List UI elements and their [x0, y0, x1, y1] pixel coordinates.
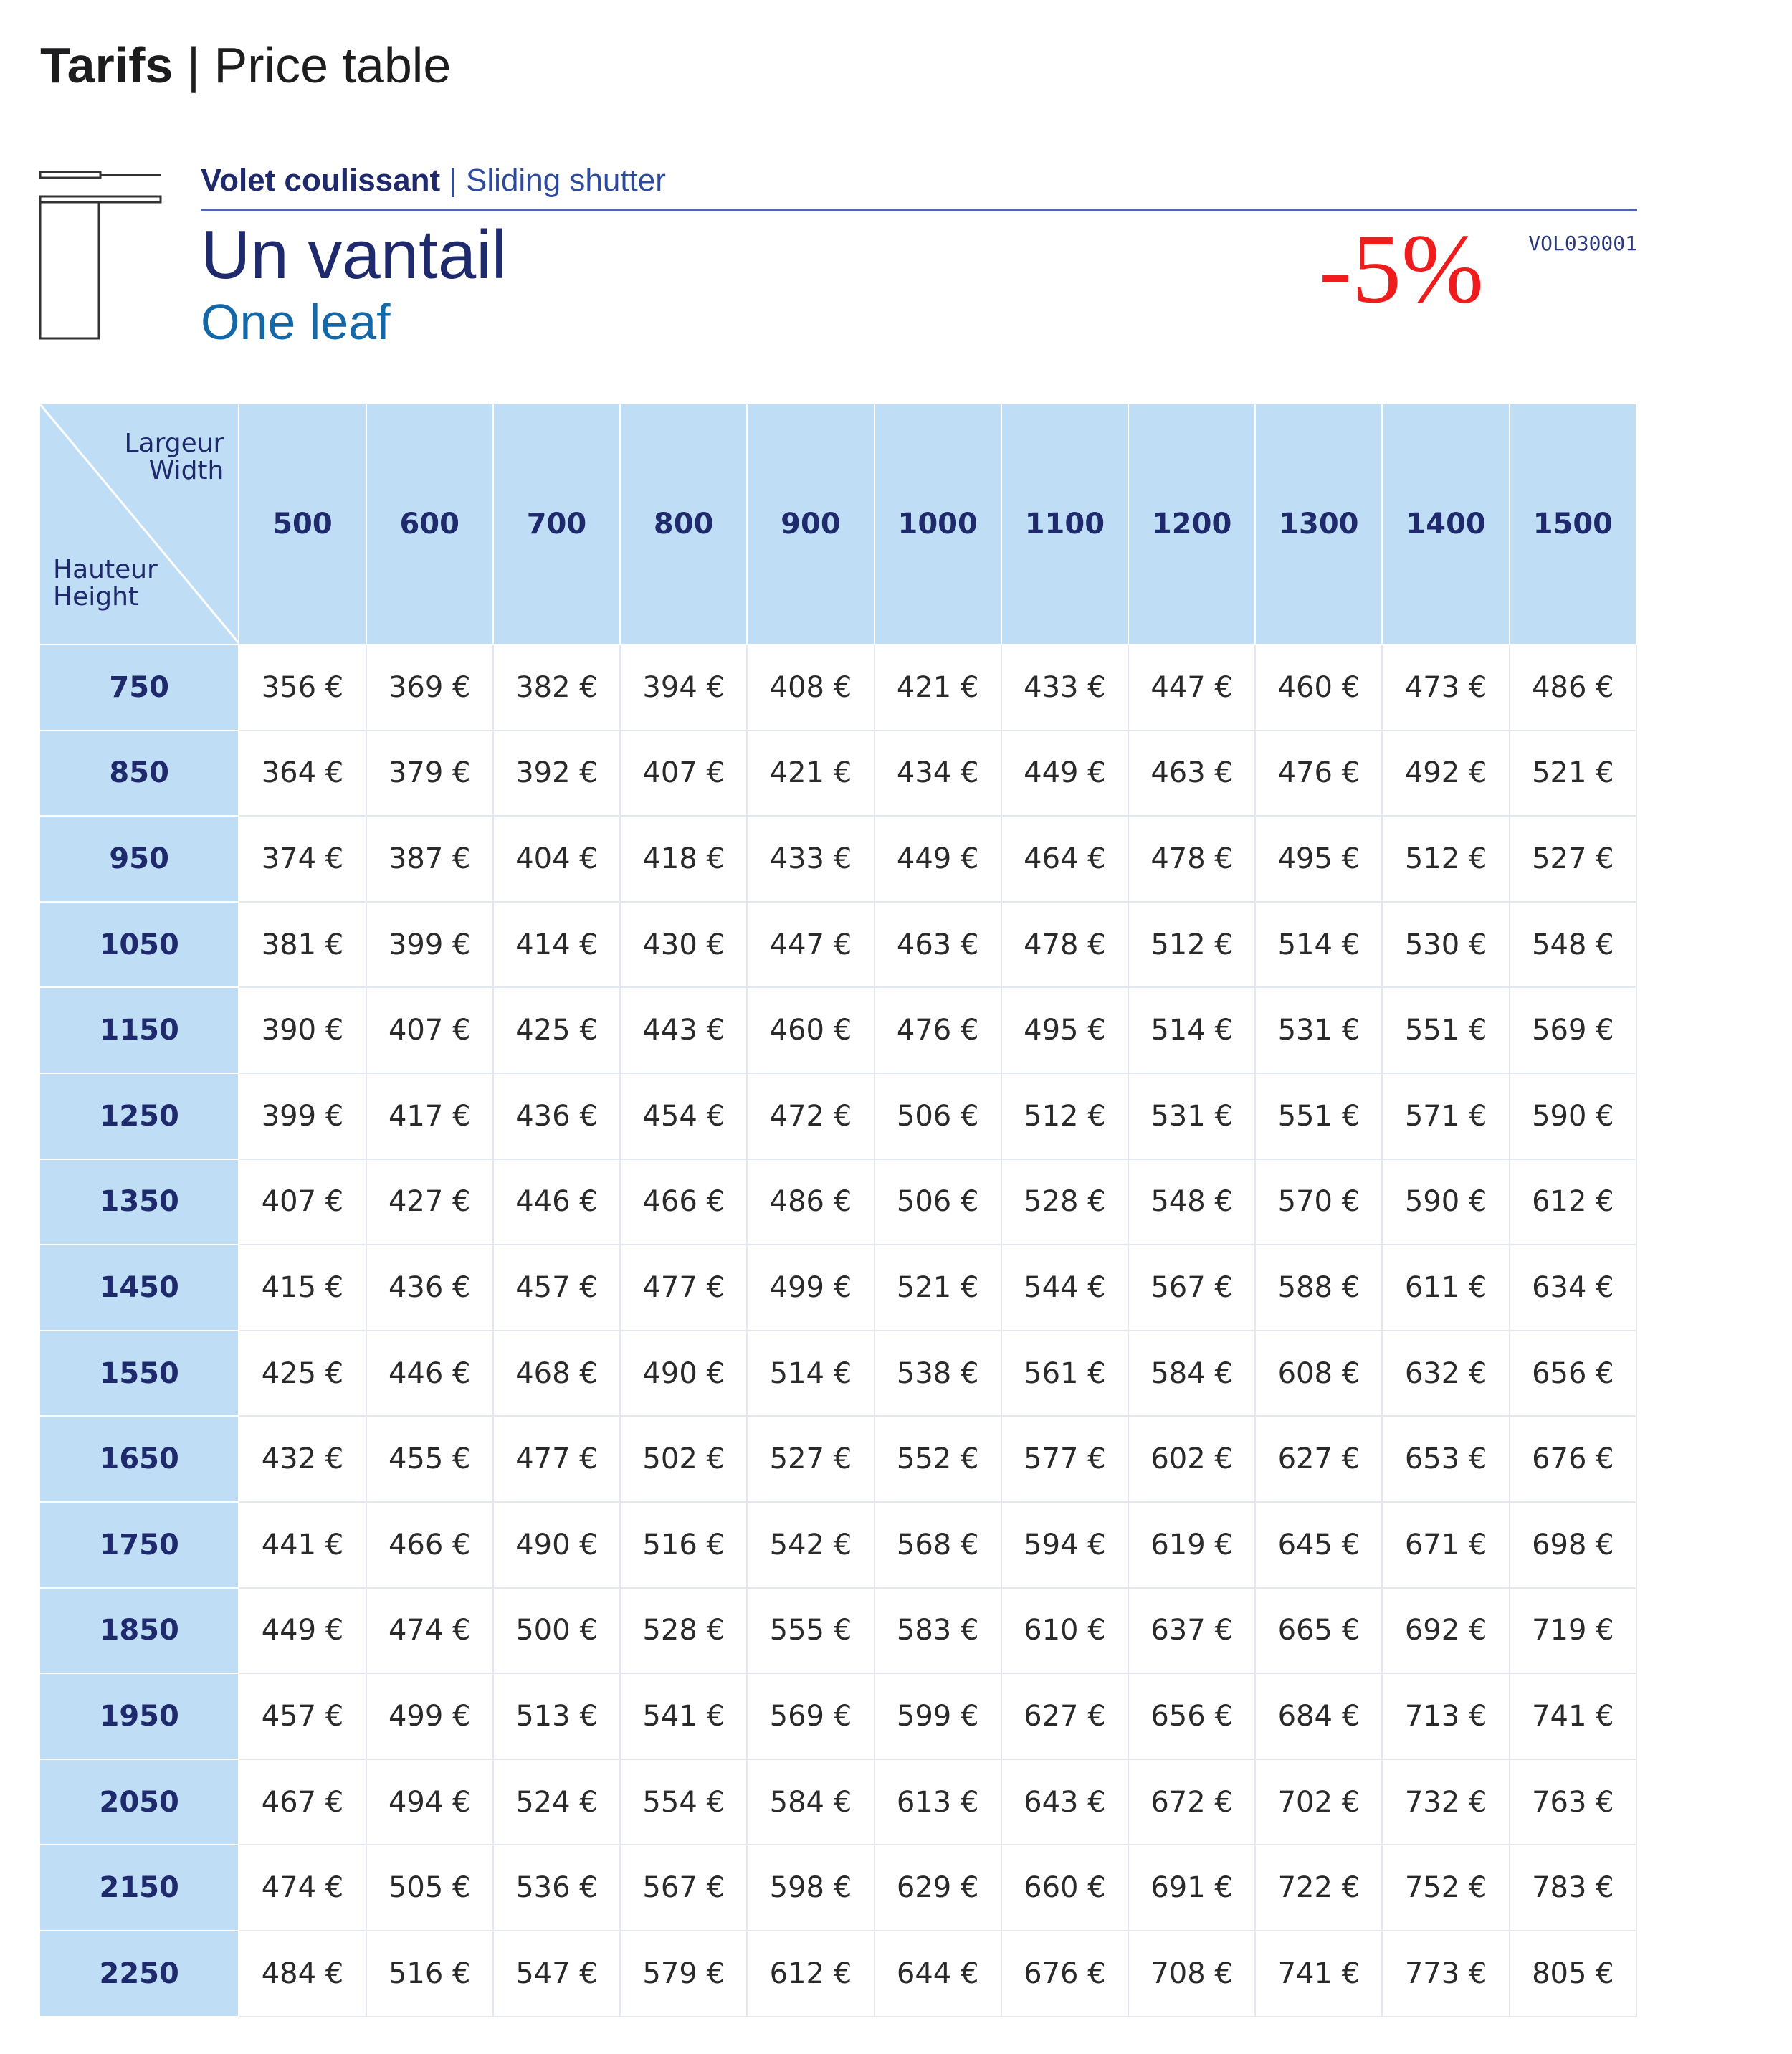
price-cell: 634 € — [1510, 1245, 1636, 1331]
page-title-en: Price table — [214, 37, 452, 93]
price-cell: 602 € — [1128, 1416, 1255, 1502]
price-cell: 486 € — [747, 1159, 874, 1245]
price-cell: 369 € — [366, 645, 493, 731]
price-cell: 490 € — [493, 1502, 620, 1588]
price-cell: 379 € — [366, 731, 493, 817]
price-cell: 528 € — [620, 1588, 747, 1674]
price-cell: 599 € — [874, 1673, 1001, 1759]
table-body — [39, 645, 1636, 2017]
price-cell: 656 € — [1510, 1331, 1636, 1417]
price-cell: 567 € — [620, 1845, 747, 1931]
price-cell: 643 € — [1001, 1759, 1128, 1845]
price-cell: 671 € — [1382, 1502, 1509, 1588]
width-header-cell: 1500 — [1510, 404, 1636, 645]
price-cell: 627 € — [1001, 1673, 1128, 1759]
price-cell: 632 € — [1382, 1331, 1509, 1417]
price-cell: 569 € — [1510, 987, 1636, 1073]
header-row — [39, 404, 1636, 645]
height-header-cell: 2050 — [39, 1759, 239, 1845]
reference-code: VOL030001 — [1528, 232, 1637, 255]
product-name-en: One leaf — [201, 294, 391, 350]
price-cell: 516 € — [620, 1502, 747, 1588]
price-cell: 598 € — [747, 1845, 874, 1931]
price-cell: 719 € — [1510, 1588, 1636, 1674]
price-cell: 676 € — [1001, 1931, 1128, 2017]
height-header-cell: 1350 — [39, 1159, 239, 1245]
price-cell: 457 € — [493, 1245, 620, 1331]
width-header-cell: 1100 — [1001, 404, 1128, 645]
table-row — [39, 1759, 1636, 1845]
price-cell: 407 € — [239, 1159, 366, 1245]
price-cell: 544 € — [1001, 1245, 1128, 1331]
price-cell: 441 € — [239, 1502, 366, 1588]
price-cell: 506 € — [874, 1159, 1001, 1245]
price-cell: 561 € — [1001, 1331, 1128, 1417]
price-cell: 594 € — [1001, 1502, 1128, 1588]
price-cell: 492 € — [1382, 731, 1509, 817]
width-header-cell: 900 — [747, 404, 874, 645]
width-header-cell: 800 — [620, 404, 747, 645]
price-cell: 499 € — [366, 1673, 493, 1759]
price-cell: 417 € — [366, 1073, 493, 1159]
price-cell: 568 € — [874, 1502, 1001, 1588]
price-cell: 656 € — [1128, 1673, 1255, 1759]
price-cell: 449 € — [239, 1588, 366, 1674]
width-header-cell: 500 — [239, 404, 366, 645]
price-cell: 612 € — [747, 1931, 874, 2017]
height-header-cell: 1150 — [39, 987, 239, 1073]
table-row — [39, 645, 1636, 731]
price-cell: 514 € — [747, 1331, 874, 1417]
table-row — [39, 731, 1636, 817]
price-cell: 527 € — [747, 1416, 874, 1502]
price-cell: 552 € — [874, 1416, 1001, 1502]
price-cell: 528 € — [1001, 1159, 1128, 1245]
price-cell: 684 € — [1255, 1673, 1382, 1759]
price-cell: 692 € — [1382, 1588, 1509, 1674]
height-label-fr: Hauteur — [53, 555, 158, 584]
price-cell: 477 € — [620, 1245, 747, 1331]
price-cell: 708 € — [1128, 1931, 1255, 2017]
price-cell: 464 € — [1001, 816, 1128, 902]
price-cell: 612 € — [1510, 1159, 1636, 1245]
table-row — [39, 816, 1636, 902]
price-cell: 381 € — [239, 902, 366, 988]
height-header-cell: 1950 — [39, 1673, 239, 1759]
price-cell: 447 € — [747, 902, 874, 988]
price-cell: 476 € — [1255, 731, 1382, 817]
price-cell: 499 € — [747, 1245, 874, 1331]
price-cell: 506 € — [874, 1073, 1001, 1159]
discount-badge: -5% — [1319, 214, 1484, 323]
price-cell: 569 € — [747, 1673, 874, 1759]
price-cell: 584 € — [1128, 1331, 1255, 1417]
price-cell: 466 € — [620, 1159, 747, 1245]
product-category-en: Sliding shutter — [466, 163, 666, 198]
price-cell: 547 € — [493, 1931, 620, 2017]
price-cell: 805 € — [1510, 1931, 1636, 2017]
price-cell: 619 € — [1128, 1502, 1255, 1588]
price-cell: 399 € — [239, 1073, 366, 1159]
price-cell: 610 € — [1001, 1588, 1128, 1674]
price-cell: 645 € — [1255, 1502, 1382, 1588]
product-category-separator: | — [440, 163, 467, 198]
price-cell: 521 € — [874, 1245, 1001, 1331]
price-cell: 486 € — [1510, 645, 1636, 731]
price-cell: 408 € — [747, 645, 874, 731]
price-cell: 394 € — [620, 645, 747, 731]
price-cell: 433 € — [1001, 645, 1128, 731]
price-cell: 434 € — [874, 731, 1001, 817]
height-header-cell: 2250 — [39, 1931, 239, 2017]
price-cell: 521 € — [1510, 731, 1636, 817]
price-cell: 425 € — [493, 987, 620, 1073]
price-cell: 676 € — [1510, 1416, 1636, 1502]
table-row — [39, 902, 1636, 988]
price-cell: 474 € — [239, 1845, 366, 1931]
price-cell: 741 € — [1510, 1673, 1636, 1759]
price-cell: 531 € — [1255, 987, 1382, 1073]
price-cell: 436 € — [493, 1073, 620, 1159]
price-cell: 449 € — [1001, 731, 1128, 817]
price-cell: 449 € — [874, 816, 1001, 902]
price-cell: 382 € — [493, 645, 620, 731]
price-cell: 613 € — [874, 1759, 1001, 1845]
width-label — [124, 430, 224, 485]
price-cell: 433 € — [747, 816, 874, 902]
price-cell: 512 € — [1128, 902, 1255, 988]
price-cell: 387 € — [366, 816, 493, 902]
price-table-container — [39, 403, 1637, 2017]
price-cell: 474 € — [366, 1588, 493, 1674]
height-header-cell: 1850 — [39, 1588, 239, 1674]
table-row — [39, 987, 1636, 1073]
price-cell: 713 € — [1382, 1673, 1509, 1759]
price-cell: 356 € — [239, 645, 366, 731]
price-cell: 554 € — [620, 1759, 747, 1845]
price-cell: 551 € — [1382, 987, 1509, 1073]
height-header-cell: 2150 — [39, 1845, 239, 1931]
height-header-cell: 1250 — [39, 1073, 239, 1159]
price-cell: 773 € — [1382, 1931, 1509, 2017]
width-header-cell: 1200 — [1128, 404, 1255, 645]
price-cell: 577 € — [1001, 1416, 1128, 1502]
price-cell: 551 € — [1255, 1073, 1382, 1159]
price-cell: 555 € — [747, 1588, 874, 1674]
price-cell: 752 € — [1382, 1845, 1509, 1931]
price-cell: 672 € — [1128, 1759, 1255, 1845]
price-cell: 644 € — [874, 1931, 1001, 2017]
price-cell: 538 € — [874, 1331, 1001, 1417]
price-cell: 414 € — [493, 902, 620, 988]
price-cell: 478 € — [1128, 816, 1255, 902]
price-table — [39, 403, 1637, 2017]
price-cell: 583 € — [874, 1588, 1001, 1674]
price-cell: 741 € — [1255, 1931, 1382, 2017]
price-cell: 494 € — [366, 1759, 493, 1845]
width-header-cell: 600 — [366, 404, 493, 645]
price-cell: 637 € — [1128, 1588, 1255, 1674]
price-cell: 502 € — [620, 1416, 747, 1502]
page-title-fr: Tarifs — [40, 37, 173, 93]
width-header-cell: 1300 — [1255, 404, 1382, 645]
table-row — [39, 1245, 1636, 1331]
price-cell: 484 € — [239, 1931, 366, 2017]
price-cell: 472 € — [747, 1073, 874, 1159]
price-cell: 660 € — [1001, 1845, 1128, 1931]
price-cell: 407 € — [366, 987, 493, 1073]
price-cell: 512 € — [1001, 1073, 1128, 1159]
price-cell: 460 € — [1255, 645, 1382, 731]
page-title-separator: | — [173, 37, 214, 93]
price-cell: 443 € — [620, 987, 747, 1073]
price-cell: 584 € — [747, 1759, 874, 1845]
price-cell: 473 € — [1382, 645, 1509, 731]
price-cell: 425 € — [239, 1331, 366, 1417]
price-cell: 476 € — [874, 987, 1001, 1073]
height-header-cell: 1450 — [39, 1245, 239, 1331]
price-cell: 432 € — [239, 1416, 366, 1502]
price-cell: 477 € — [493, 1416, 620, 1502]
price-cell: 415 € — [239, 1245, 366, 1331]
width-header-cell: 1400 — [1382, 404, 1509, 645]
width-header-cell: 1000 — [874, 404, 1001, 645]
price-cell: 392 € — [493, 731, 620, 817]
price-cell: 516 € — [366, 1931, 493, 2017]
price-cell: 430 € — [620, 902, 747, 988]
height-header-cell: 750 — [39, 645, 239, 731]
price-cell: 722 € — [1255, 1845, 1382, 1931]
height-header-cell: 1750 — [39, 1502, 239, 1588]
price-cell: 542 € — [747, 1502, 874, 1588]
price-cell: 455 € — [366, 1416, 493, 1502]
price-cell: 514 € — [1255, 902, 1382, 988]
price-cell: 421 € — [874, 645, 1001, 731]
price-cell: 514 € — [1128, 987, 1255, 1073]
height-header-cell: 950 — [39, 816, 239, 902]
price-cell: 653 € — [1382, 1416, 1509, 1502]
price-cell: 390 € — [239, 987, 366, 1073]
price-cell: 590 € — [1382, 1159, 1509, 1245]
price-cell: 541 € — [620, 1673, 747, 1759]
price-cell: 629 € — [874, 1845, 1001, 1931]
price-cell: 466 € — [366, 1502, 493, 1588]
price-cell: 460 € — [747, 987, 874, 1073]
price-cell: 590 € — [1510, 1073, 1636, 1159]
price-cell: 570 € — [1255, 1159, 1382, 1245]
price-cell: 527 € — [1510, 816, 1636, 902]
product-category — [201, 161, 666, 201]
price-cell: 571 € — [1382, 1073, 1509, 1159]
price-cell: 463 € — [1128, 731, 1255, 817]
price-cell: 579 € — [620, 1931, 747, 2017]
table-row — [39, 1502, 1636, 1588]
price-cell: 468 € — [493, 1331, 620, 1417]
price-cell: 478 € — [1001, 902, 1128, 988]
price-cell: 665 € — [1255, 1588, 1382, 1674]
table-row — [39, 1331, 1636, 1417]
table-row — [39, 1159, 1636, 1245]
table-row — [39, 1073, 1636, 1159]
price-cell: 490 € — [620, 1331, 747, 1417]
price-cell: 495 € — [1255, 816, 1382, 902]
price-cell: 427 € — [366, 1159, 493, 1245]
price-cell: 421 € — [747, 731, 874, 817]
price-cell: 530 € — [1382, 902, 1509, 988]
product-name-fr: Un vantail — [201, 217, 507, 293]
price-cell: 531 € — [1128, 1073, 1255, 1159]
price-cell: 627 € — [1255, 1416, 1382, 1502]
page-title — [40, 33, 451, 98]
price-cell: 702 € — [1255, 1759, 1382, 1845]
price-cell: 698 € — [1510, 1502, 1636, 1588]
height-header-cell: 1550 — [39, 1331, 239, 1417]
height-header-cell: 850 — [39, 731, 239, 817]
price-cell: 608 € — [1255, 1331, 1382, 1417]
price-cell: 364 € — [239, 731, 366, 817]
height-label — [53, 556, 158, 611]
corner-cell — [39, 404, 239, 645]
width-label-fr: Largeur — [124, 429, 224, 458]
table-row — [39, 1416, 1636, 1502]
price-cell: 495 € — [1001, 987, 1128, 1073]
price-cell: 454 € — [620, 1073, 747, 1159]
price-cell: 512 € — [1382, 816, 1509, 902]
price-cell: 446 € — [366, 1331, 493, 1417]
height-header-cell: 1050 — [39, 902, 239, 988]
height-header-cell: 1650 — [39, 1416, 239, 1502]
price-cell: 548 € — [1510, 902, 1636, 988]
price-cell: 447 € — [1128, 645, 1255, 731]
price-cell: 399 € — [366, 902, 493, 988]
width-label-en: Width — [148, 456, 224, 485]
price-cell: 567 € — [1128, 1245, 1255, 1331]
price-cell: 732 € — [1382, 1759, 1509, 1845]
width-header-cell: 700 — [493, 404, 620, 645]
price-cell: 446 € — [493, 1159, 620, 1245]
price-cell: 418 € — [620, 816, 747, 902]
price-cell: 374 € — [239, 816, 366, 902]
price-cell: 457 € — [239, 1673, 366, 1759]
price-cell: 436 € — [366, 1245, 493, 1331]
price-cell: 404 € — [493, 816, 620, 902]
price-cell: 536 € — [493, 1845, 620, 1931]
price-cell: 691 € — [1128, 1845, 1255, 1931]
price-cell: 463 € — [874, 902, 1001, 988]
height-label-en: Height — [53, 582, 139, 612]
price-cell: 588 € — [1255, 1245, 1382, 1331]
price-cell: 524 € — [493, 1759, 620, 1845]
table-row — [39, 1931, 1636, 2017]
price-cell: 611 € — [1382, 1245, 1509, 1331]
header-divider — [201, 209, 1637, 211]
price-cell: 500 € — [493, 1588, 620, 1674]
price-cell: 505 € — [366, 1845, 493, 1931]
price-cell: 783 € — [1510, 1845, 1636, 1931]
price-cell: 548 € — [1128, 1159, 1255, 1245]
price-cell: 467 € — [239, 1759, 366, 1845]
table-row — [39, 1588, 1636, 1674]
table-row — [39, 1845, 1636, 1931]
sliding-shutter-icon — [39, 168, 162, 340]
table-row — [39, 1673, 1636, 1759]
price-cell: 763 € — [1510, 1759, 1636, 1845]
product-category-fr: Volet coulissant — [201, 163, 441, 198]
price-cell: 513 € — [493, 1673, 620, 1759]
price-cell: 407 € — [620, 731, 747, 817]
